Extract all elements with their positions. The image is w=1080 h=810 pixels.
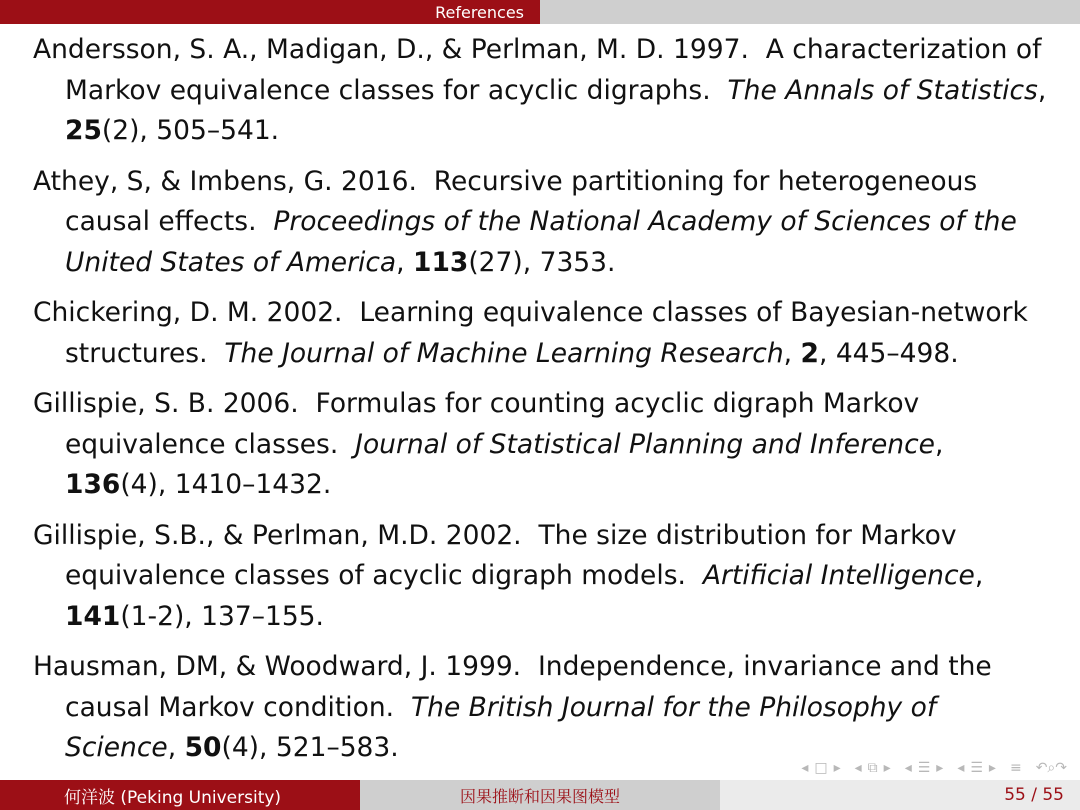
doc-next-icon[interactable]: ▸ — [988, 760, 996, 776]
ref-issue-pages: (1-2), 137–155. — [120, 600, 324, 632]
ref-issue-pages: , 445–498. — [818, 337, 959, 369]
ref-authors-year: Chickering, D. M. 2002. — [33, 297, 343, 328]
subsection-prev-icon[interactable]: ◂ — [854, 760, 862, 776]
ref-issue-pages: (27), 7353. — [468, 246, 616, 278]
search-icon[interactable]: ↶⌕↷ — [1035, 760, 1067, 776]
reference-item: Hausman, DM, & Woodward, J. 1999. Independence, invariance and the causal Markov condition. The British Journal for the Philosophy of Science, 50(4), 521–583. — [33, 651, 992, 763]
section-icon[interactable]: ☰ — [917, 760, 931, 776]
ref-journal: The Annals of Statistics — [727, 74, 1038, 106]
ref-title: Formulas for counting acyclic digraph Markov equivalence classes. — [65, 388, 920, 460]
ref-title: A characterization of Markov equivalence classes for acyclic digraphs. — [65, 34, 1042, 106]
ref-journal: Artificial Intelligence — [702, 560, 975, 591]
subsection-icon[interactable]: ⧉ — [867, 760, 878, 776]
ref-volume: 25 — [65, 115, 102, 146]
footer-author-box — [0, 780, 360, 810]
ref-volume: 141 — [65, 600, 121, 632]
reference-item: Athey, S, & Imbens, G. 2016. Recursive partitioning for heterogeneous causal effects. Proceedings of the National Academy of Sciences of the United States of America, 113(27), 7353. — [33, 165, 1017, 278]
footer-title-box — [360, 780, 720, 810]
section-prev-icon[interactable]: ◂ — [904, 760, 912, 776]
ref-volume: 50 — [184, 732, 222, 763]
ref-volume: 136 — [65, 469, 121, 500]
footer-bar — [0, 780, 1080, 810]
reference-item: Gillispie, S. B. 2006. Formulas for counting acyclic digraph Markov equivalence classes. Journal of Statistical Planning and Inference, 136(4), 1410–1432. — [33, 388, 944, 500]
ref-issue-pages: (4), 1410–1432. — [120, 469, 332, 500]
footer-page-number: 55 / 55 — [1004, 785, 1064, 805]
ref-authors-year: Gillispie, S.B., & Perlman, M.D. 2002. — [33, 519, 522, 551]
headline-right — [540, 0, 1080, 24]
ref-volume: 113 — [413, 246, 469, 278]
frame-icon[interactable]: □ — [814, 760, 828, 776]
ref-authors-year: Andersson, S. A., Madigan, D., & Perlman, M. D. 1997. — [33, 34, 749, 65]
doc-icon[interactable]: ☰ — [970, 760, 983, 776]
subsection-next-icon[interactable]: ▸ — [883, 760, 891, 776]
ref-authors-year: Athey, S, & Imbens, G. 2016. — [33, 165, 417, 197]
ref-issue-pages: (4), 521–583. — [221, 732, 399, 763]
ref-title: Recursive partitioning for heterogeneous causal effects. — [65, 165, 978, 237]
footer-title: 因果推断和因果图模型 — [459, 786, 620, 806]
ref-journal: Journal of Statistical Planning and Inference — [355, 428, 935, 460]
ref-authors-year: Gillispie, S. B. 2006. — [33, 388, 299, 419]
frame-prev-icon[interactable]: ◂ — [801, 760, 809, 776]
reference-item: Andersson, S. A., Madigan, D., & Perlman, M. D. 1997. A characterization of Markov equivalence classes for acyclic digraphs. The Annals of Statistics, 25(2), 505–541. — [33, 34, 1047, 146]
reference-item: Gillispie, S.B., & Perlman, M.D. 2002. The size distribution for Markov equivalence classes of acyclic digraph models. Artificial Intelligence, 141(1-2), 137–155. — [33, 519, 984, 632]
ref-journal: The Journal of Machine Learning Research — [224, 337, 784, 369]
ref-journal: Proceedings of the National Academy of Sciences of the United States of America — [65, 206, 1017, 278]
ref-title: Independence, invariance and the causal Markov condition. — [65, 651, 992, 723]
ref-volume: 2 — [800, 337, 819, 369]
ref-title: Learning equivalence classes of Bayesian-network structures. — [65, 297, 1028, 369]
section-title-box — [0, 0, 540, 24]
align-icon[interactable]: ≡ — [1009, 760, 1022, 776]
ref-issue-pages: (2), 505–541. — [101, 115, 280, 146]
footer-author: 何洋波 (Peking University) — [64, 787, 282, 808]
headline-bar — [0, 0, 1080, 24]
reference-list — [33, 30, 1053, 779]
reference-item: Chickering, D. M. 2002. Learning equivalence classes of Bayesian-network structures. The Journal of Machine Learning Research, 2, 445–498. — [33, 297, 1028, 369]
ref-authors-year: Hausman, DM, & Woodward, J. 1999. — [33, 651, 522, 682]
frame-next-icon[interactable]: ▸ — [833, 760, 841, 776]
navigation-symbols — [798, 755, 1070, 781]
footer-page-box — [720, 780, 1080, 810]
section-next-icon[interactable]: ▸ — [936, 760, 944, 776]
doc-prev-icon[interactable]: ◂ — [957, 760, 965, 776]
ref-title: The size distribution for Markov equivalence classes of acyclic digraph models. — [65, 519, 957, 591]
ref-journal: The British Journal for the Philosophy of Science — [65, 691, 937, 763]
section-title: References — [435, 2, 524, 22]
